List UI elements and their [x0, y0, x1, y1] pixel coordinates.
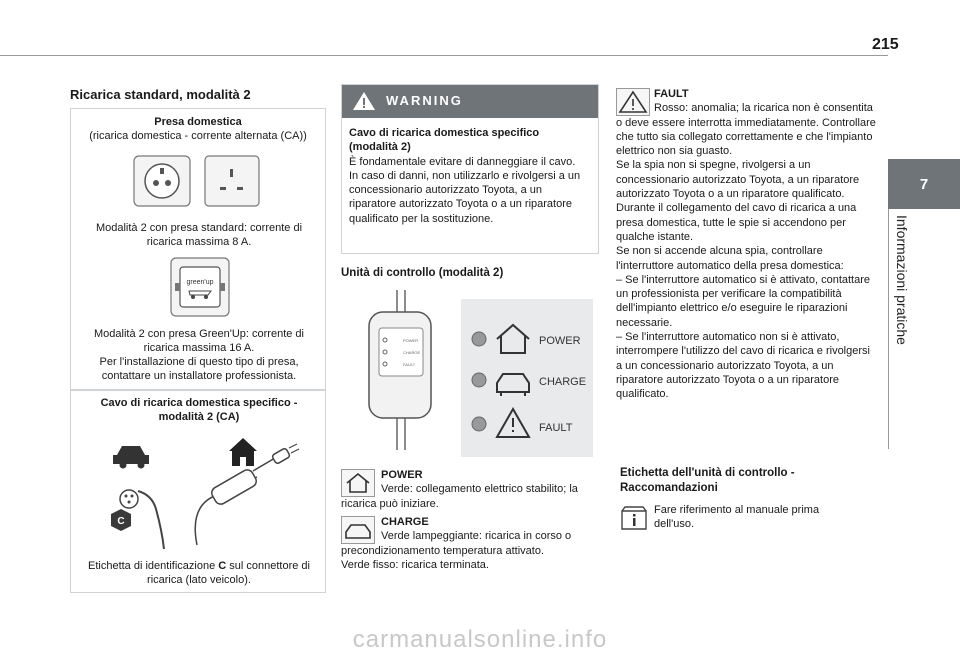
greenup-label: green'up — [186, 279, 214, 286]
charge-description — [341, 515, 599, 572]
panel-label-power: POWER — [539, 335, 581, 347]
panel-label-fault: FAULT — [539, 422, 573, 434]
charge-text: Verde lampeggiante: ricarica in corso o precondizionamento temperatura attivato. Verde fisso: ricarica terminata. — [341, 530, 572, 571]
label-heading: Etichetta dell'unità di controllo - Raccomandazioni — [620, 467, 795, 494]
socket-illustrations — [133, 155, 261, 207]
greenup-text: Modalità 2 con presa Green'Up: corrente di ricarica massima 16 A. — [94, 328, 304, 354]
warning-title: WARNING — [386, 93, 463, 108]
device-label-power: POWER — [403, 338, 419, 343]
cable-illustration — [101, 433, 311, 551]
device-label-charge: CHARGE — [403, 350, 421, 355]
chapter-title — [892, 215, 912, 375]
cable-title: Cavo di ricarica domestica specifico - modalità 2 (CA) — [100, 397, 298, 423]
manual-text: Fare riferimento al manuale prima dell'uso. — [654, 504, 820, 531]
fault-description — [616, 87, 876, 402]
french-socket-icon — [134, 156, 190, 206]
standard-socket-text: Modalità 2 con presa standard: corrente di ricarica massima 8 A. — [95, 222, 303, 248]
warning-box — [341, 84, 599, 254]
house-icon — [229, 438, 257, 466]
side-rule — [888, 209, 889, 449]
connector-c-badge — [111, 509, 131, 531]
uk-socket-icon — [205, 156, 259, 206]
warning-text: È fondamentale evitare di danneggiare il cavo. In caso di danni, non utilizzarlo e rivolgersi a un concessionario autorizzato Toyota, a un riparatore autorizzato Toyota o a un riparatore qualificato per la sostituzione. — [349, 155, 581, 225]
socket-title: Presa domestica — [154, 116, 242, 128]
fault-title: FAULT — [654, 88, 689, 100]
device-label-fault: FAULT — [403, 362, 416, 367]
car-icon — [113, 446, 149, 469]
section-heading: Ricarica standard, modalità 2 — [70, 87, 251, 102]
connector-caption: Etichetta di identificazione C sul connettore di ricarica (lato veicolo). — [88, 560, 310, 586]
power-description — [341, 468, 599, 511]
control-unit-heading: Unità di controllo (modalità 2) — [341, 267, 504, 279]
installer-text: Per l'installazione di questo tipo di presa, contattare un installatore professionista. — [99, 356, 299, 382]
socket-subtitle: (ricarica domestica - corrente alternata (CA)) — [89, 130, 307, 142]
warning-bold-text: Cavo di ricarica domestica specifico (modalità 2) — [349, 127, 540, 154]
chapter-tab[interactable]: 7 — [888, 159, 960, 209]
manual-info-icon — [620, 505, 648, 531]
charge-title: CHARGE — [381, 516, 429, 528]
control-unit-device — [341, 290, 456, 450]
power-title: POWER — [381, 469, 423, 481]
socket-box — [70, 108, 326, 390]
page-number: 215 — [872, 36, 899, 53]
chapter-title-text: Informazioni pratiche — [894, 215, 910, 345]
warning-header — [342, 85, 598, 118]
watermark: carmanualsonline.info — [352, 626, 608, 653]
connector-label: C — [117, 516, 125, 527]
fault-text: Rosso: anomalia; la ricarica non è consentita o deve essere interrotta immediatamente. Controllare che tutto sia collegato correttamente e che l'impianto elettrico non sia guasto. Se la spia non si spegne, rivolgersi a un concessionario autorizzato Toyota, a un riparatore autorizzato Toyota o a un riparatore qualificato. Durante il collegamento del cavo di ricarica a una presa domestica, tutte le spie si accendono per qualche istante. Se non si accende alcuna spia, controllare l'interruttore automatico della presa domestica: – Se l'interruttore automatico si è attivato, contattare un professionista per verificare la compatibilità dell'impianto elettrico e/o eseguire le riparazioni necessarie. – Se l'interruttore automatico non si è attivato, interrompere l'utilizzo del cavo di ricarica e rivolgersi a un concessionario autorizzato Toyota, a un riparatore autorizzato Toyota o a un riparatore qualificato. — [616, 102, 876, 401]
greenup-socket-icon — [170, 257, 232, 319]
header-rule — [0, 55, 888, 56]
warning-triangle-icon — [352, 90, 376, 112]
cable-box — [70, 390, 326, 593]
indicator-panel — [461, 299, 593, 457]
power-text: Verde: collegamento elettrico stabilito; la ricarica può iniziare. — [341, 483, 578, 510]
panel-label-charge: CHARGE — [539, 376, 587, 388]
